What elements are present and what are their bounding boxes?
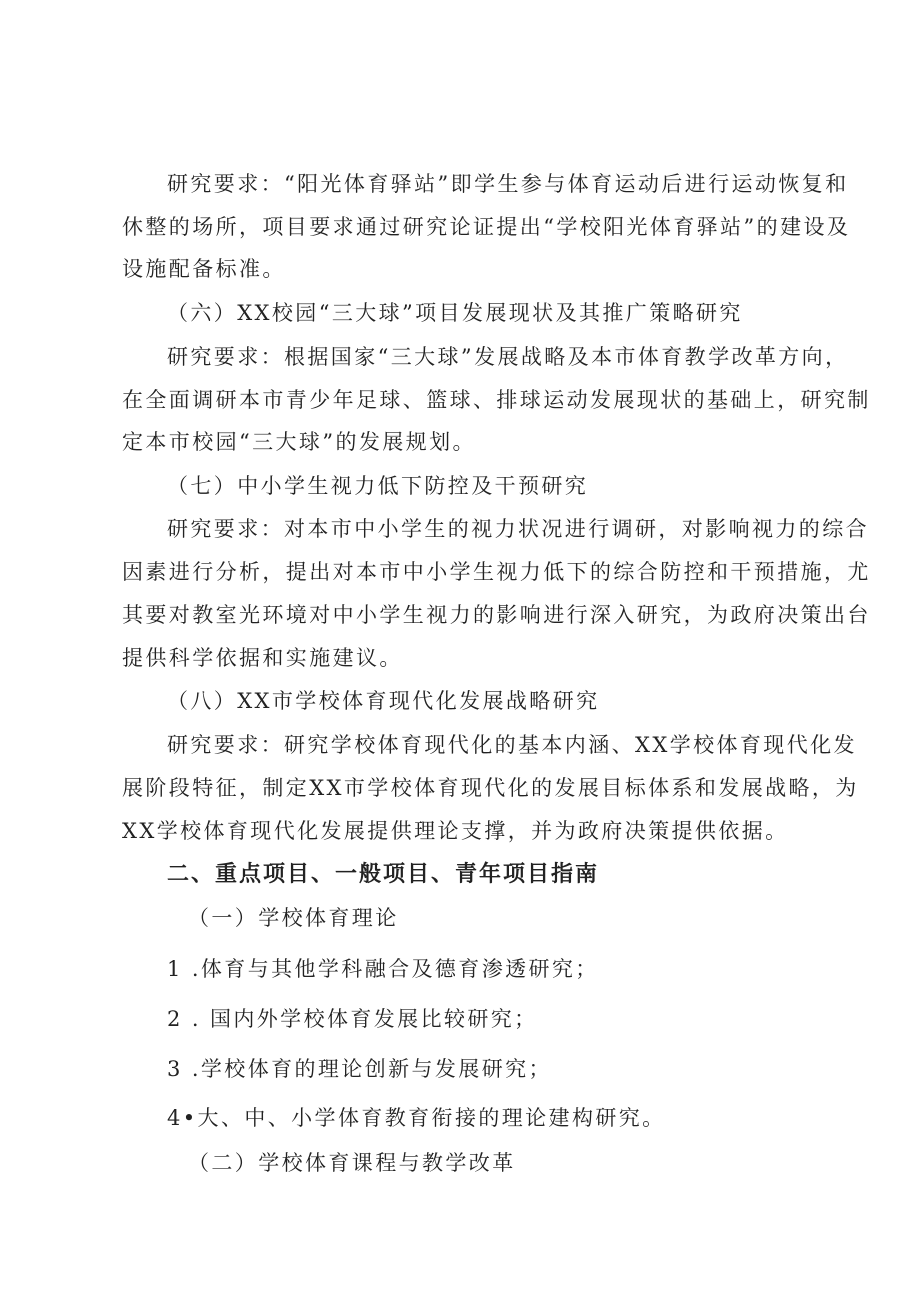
list-item: 3 .学校体育的理论创新与发展研究； <box>167 1057 552 1081</box>
paragraph-line: 在全面调研本市青少年足球、篮球、排球运动发展现状的基础上，研究制 <box>122 388 871 412</box>
paragraph-line: 提供科学依据和实施建议。 <box>122 646 403 670</box>
subsection-title: （二）学校体育课程与教学改革 <box>188 1151 516 1175</box>
section-title: （六）XX校园“三大球”项目发展现状及其推广策略研究 <box>167 301 743 325</box>
paragraph-line: 其要对教室光环境对中小学生视力的影响进行深入研究，为政府决策出台 <box>122 603 871 627</box>
paragraph-line: 展阶段特征，制定XX市学校体育现代化的发展目标体系和发展战略，为 <box>122 776 859 800</box>
paragraph-line: 因素进行分析，提出对本市中小学生视力低下的综合防控和干预措施，尤 <box>122 560 871 584</box>
list-item: 4•大、中、小学体育教育衔接的理论建构研究。 <box>167 1106 666 1130</box>
paragraph-line: 设施配备标准。 <box>122 257 286 281</box>
list-item: 2 . 国内外学校体育发展比较研究； <box>167 1007 538 1031</box>
paragraph-line: 研究要求：研究学校体育现代化的基本内涵、XX学校体育现代化发 <box>167 733 857 757</box>
paragraph-line: 研究要求：对本市中小学生的视力状况进行调研，对影响视力的综合 <box>167 517 869 541</box>
subsection-title: （一）学校体育理论 <box>188 906 399 930</box>
paragraph-line: 定本市校园“三大球”的发展规划。 <box>122 430 476 454</box>
part-heading: 二、重点项目、一般项目、青年项目指南 <box>167 862 600 887</box>
paragraph-line: 研究要求：根据国家“三大球”发展战略及本市体育教学改革方向， <box>167 345 849 369</box>
list-item: 1 .体育与其他学科融合及德育渗透研究； <box>167 957 599 981</box>
paragraph-line: 休整的场所，项目要求通过研究论证提出“学校阳光体育驿站”的建设及 <box>122 215 851 239</box>
paragraph-line: 研究要求：“阳光体育驿站”即学生参与体育运动后进行运动恢复和 <box>167 172 849 196</box>
section-title: （七）中小学生视力低下防控及干预研究 <box>167 474 589 498</box>
paragraph-line: XX学校体育现代化发展提供理论支撑，并为政府决策提供依据。 <box>122 819 789 843</box>
section-title: （八）XX市学校体育现代化发展战略研究 <box>167 689 600 713</box>
